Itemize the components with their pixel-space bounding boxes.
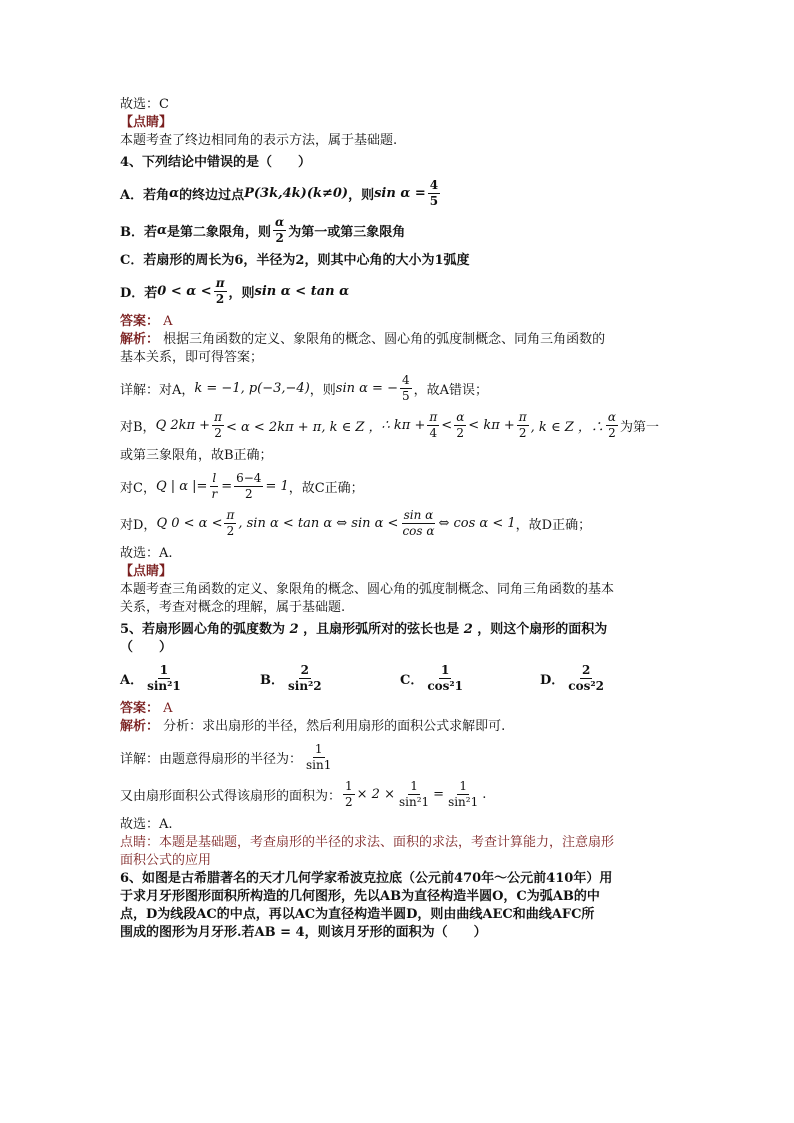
q5-option-a [120, 663, 260, 694]
q5-pre: 5、若扇形圆心角的弧度数为 [120, 622, 286, 637]
q5-detail-2 [120, 779, 680, 810]
d3-d2: 2 [244, 487, 253, 501]
q4-answer-label: 答案： [120, 314, 160, 329]
q4b-mid: 是第二象限角，则 [167, 225, 272, 240]
q4d-den: 2 [215, 292, 225, 306]
d3-frac-2 [234, 471, 263, 502]
q5-option-d [540, 663, 680, 694]
d1-num: 4 [401, 373, 410, 387]
q4b-den: 2 [275, 231, 284, 245]
e2-frac-2 [397, 779, 431, 810]
q4b-num: α [275, 215, 285, 229]
e1-fraction [304, 742, 333, 773]
q4-option-b [120, 215, 680, 246]
q6-stem-1: 6、如图是古希腊著名的天才几何学家希波克拉底（公元前470年～公元前410年）用 [120, 871, 613, 886]
q4-analysis-text: 根据三角函数的定义、象限角的概念、圆心角的弧度制概念、同角三角函数的 [163, 332, 606, 347]
q4a-alpha: α [169, 186, 180, 201]
d1-fraction [400, 373, 412, 404]
q4b-fraction [273, 215, 286, 246]
q5c-fraction [425, 663, 465, 694]
q4-final-answer: 故选：A. [120, 546, 173, 561]
q5-analysis-text: 分析：求出扇形的半径，然后利用扇形的面积公式求解即可. [163, 719, 506, 734]
q4-detail-b [120, 410, 680, 441]
q4a-mid: 的终边过点 [179, 188, 245, 203]
e2-post: . [482, 787, 487, 802]
q5-answer-value: A [163, 701, 173, 716]
e2-frac-3 [446, 779, 480, 810]
q4-option-d [120, 276, 680, 307]
q4b-post: 为第一或第三象限角 [288, 225, 406, 240]
q5d-num: 2 [581, 663, 591, 677]
prev-tip-text: 本题考查了终边相同角的表示方法，属于基础题. [120, 133, 398, 148]
q4a-sin: sin α = [374, 186, 426, 201]
q5b-num: 2 [300, 663, 309, 677]
q6-stem-3: 点，D为线段AC的中点，再以AC为直径构造半圆D，则由曲线AEC和曲线AFC所 [120, 907, 595, 922]
q6-stem-2: 于求月牙形图形面积所构造的几何图形，先以AB为直径构造半圆O，C为弧AB的中 [120, 889, 600, 904]
q5-m1: 2 [289, 622, 299, 637]
d3-n1: l [212, 471, 217, 485]
e2-pre: 又由扇形面积公式得该扇形的面积为： [120, 789, 342, 804]
q5-tip-text: 点睛：本题是基础题，考查扇形的半径的求法、面积的求法，考查计算能力，注意扇形 [120, 835, 615, 850]
d2-n1: π [214, 410, 222, 424]
q4d-num: π [215, 276, 225, 290]
q5-options [120, 663, 680, 694]
d2-d1: 2 [214, 426, 222, 440]
q5-m2: 2 [463, 622, 473, 637]
q4a-fraction [428, 178, 440, 209]
d2-frac-2 [427, 410, 439, 441]
d1-post: ，故A错误； [413, 383, 488, 398]
q5a-fraction [145, 663, 183, 694]
q4a-point: P(3k,4k)(k≠0) [244, 186, 349, 201]
d3-post: ，故C正确； [288, 481, 364, 496]
d4-frac-1 [224, 508, 236, 539]
e1-pre: 详解：由题意得扇形的半径为： [120, 752, 303, 767]
d2-d4: 2 [518, 426, 527, 440]
q4-tip-text-2: 关系，考查对概念的理解，属于基础题. [120, 600, 346, 615]
q4-tip-text: 本题考查三角函数的定义、象限角的概念、圆心角的弧度制概念、同角三角函数的基本 [120, 582, 615, 597]
d2-m5: < kπ + [468, 418, 515, 433]
e2-n3: 1 [459, 779, 467, 793]
prev-tip-heading: 【点睛】 [120, 115, 173, 130]
e2-n2: 1 [410, 779, 418, 793]
q4-answer-value: A [163, 314, 173, 329]
q5-option-c [400, 663, 540, 694]
q6-stem-4: 围成的图形为月牙形.若AB = 4，则该月牙形的面积为（ ） [120, 925, 487, 940]
e1-den: sin1 [306, 758, 332, 772]
q4-analysis-label: 解析： [120, 332, 160, 347]
q4d-pre: D．若 [120, 286, 158, 301]
d1-pre: 详解：对A， [120, 383, 195, 398]
e2-frac-1 [343, 779, 355, 810]
q4d-m1: 0 < α < [157, 284, 212, 299]
q4-stem: 4、下列结论中错误的是（ ） [120, 155, 312, 170]
q5b-fraction [286, 663, 324, 694]
q4-detail-b-2: 或第三象限角，故B正确； [120, 448, 273, 463]
d4-m1: Q 0 < α < [156, 516, 223, 531]
e1-num: 1 [314, 742, 323, 756]
d2-n3: α [456, 410, 465, 424]
d2-n5: α [607, 410, 616, 424]
q4a-pre: A．若角 [120, 188, 170, 203]
q5-answer [120, 700, 680, 718]
q5c-label: C． [400, 673, 424, 688]
d2-m1: Q 2kπ + [155, 418, 211, 433]
d3-pre: 对C， [120, 481, 156, 496]
document-content [120, 96, 680, 942]
q5d-label: D． [540, 673, 565, 688]
q5-mid: ，且扇形弧所对的弦长也是 [303, 622, 460, 637]
q5-final-answer: 故选：A. [120, 817, 173, 832]
q4-analysis-text-2: 基本关系，即可得答案； [120, 350, 264, 365]
prev-answer-line: 故选：C [120, 97, 169, 112]
d2-n4: π [518, 410, 527, 424]
q5d-fraction [566, 663, 606, 694]
q5-analysis [120, 718, 680, 736]
d4-pre: 对D， [120, 518, 157, 533]
d2-d5: 2 [608, 426, 616, 440]
q5a-num: 1 [159, 663, 169, 677]
e2-d2: sin²1 [398, 795, 430, 809]
d1-den: 5 [401, 389, 410, 403]
d3-frac-1 [209, 471, 219, 502]
q4b-pre: B．若 [120, 225, 157, 240]
q5c-num: 1 [441, 663, 450, 677]
d4-m3: ⇔ cos α < 1 [438, 516, 516, 531]
q5a-den: sin²1 [147, 679, 181, 693]
d4-m2: , sin α < tan α ⇔ sin α < [238, 516, 399, 531]
q5d-den: cos²2 [568, 679, 604, 693]
q5a-label: A． [120, 673, 144, 688]
d3-n2: 6−4 [236, 471, 262, 485]
d2-pre: 对B， [120, 420, 156, 435]
d4-post: ，故D正确； [515, 518, 592, 533]
e2-d1: 2 [345, 795, 353, 809]
d3-m1: Q | α |= [155, 479, 208, 494]
d2-m4: < [441, 418, 453, 433]
q5b-label: B． [260, 673, 284, 688]
d2-post: 为第一 [619, 420, 659, 435]
d4-n1: π [226, 508, 235, 522]
q4-option-a [120, 178, 680, 209]
d2-m2: < α < 2kπ + π, k ∈ Z ， [225, 420, 382, 435]
q4-option-c: C．若扇形的周长为6，半径为2，则其中心角的大小为1弧度 [120, 253, 470, 268]
q5b-den: sin²2 [288, 679, 322, 693]
q5c-den: cos²1 [427, 679, 464, 693]
d2-d3: 2 [456, 426, 465, 440]
q4b-alpha: α [157, 223, 168, 238]
d2-m6: , k ∈ Z ，∴ [530, 420, 604, 435]
d4-frac-2 [400, 508, 436, 539]
q4a-then: ，则 [348, 188, 375, 203]
q5-answer-label: 答案： [120, 701, 160, 716]
d3-m2: = [221, 479, 233, 494]
d1-then: ，则 [309, 383, 336, 398]
q4a-num: 4 [429, 178, 439, 192]
q4d-fraction [214, 276, 227, 307]
d1-m: k = −1, p(−3,−4) [194, 381, 310, 396]
d1-sin: sin α = − [335, 381, 398, 396]
q5-stem [120, 621, 680, 639]
q4-answer [120, 313, 680, 331]
d2-d2: 4 [429, 426, 438, 440]
d2-frac-4 [517, 410, 529, 441]
d2-m3: ∴ kπ + [381, 418, 426, 433]
d2-frac-1 [212, 410, 224, 441]
q5-option-b [260, 663, 400, 694]
q4d-m2: sin α < tan α [254, 284, 350, 299]
d2-frac-5 [606, 410, 618, 441]
e2-m2: = [433, 787, 445, 802]
d3-m3: = 1 [265, 479, 289, 494]
q5-tip-text-2: 面积公式的应用 [120, 853, 212, 868]
q4-tip-heading: 【点睛】 [120, 564, 173, 579]
e2-n1: 1 [345, 779, 353, 793]
q4-detail-a [120, 373, 680, 404]
q4a-den: 5 [429, 194, 439, 208]
d4-d1: 2 [226, 524, 235, 538]
e2-m1: × 2 × [356, 787, 395, 802]
d2-n2: π [429, 410, 438, 424]
d2-frac-3 [454, 410, 466, 441]
q4-analysis [120, 331, 680, 349]
q4-detail-c [120, 471, 680, 502]
q4d-then: ，则 [228, 286, 255, 301]
q4-detail-d [120, 508, 680, 539]
q5-paren: （ ） [120, 640, 173, 655]
e2-d3: sin²1 [448, 795, 479, 809]
d4-n2: sin α [403, 508, 434, 522]
d4-d2: cos α [402, 524, 435, 538]
q5-post: ，则这个扇形的面积为 [477, 622, 608, 637]
q5-detail-1 [120, 742, 680, 773]
q5-analysis-label: 解析： [120, 719, 160, 734]
d3-d1: r [211, 487, 218, 501]
